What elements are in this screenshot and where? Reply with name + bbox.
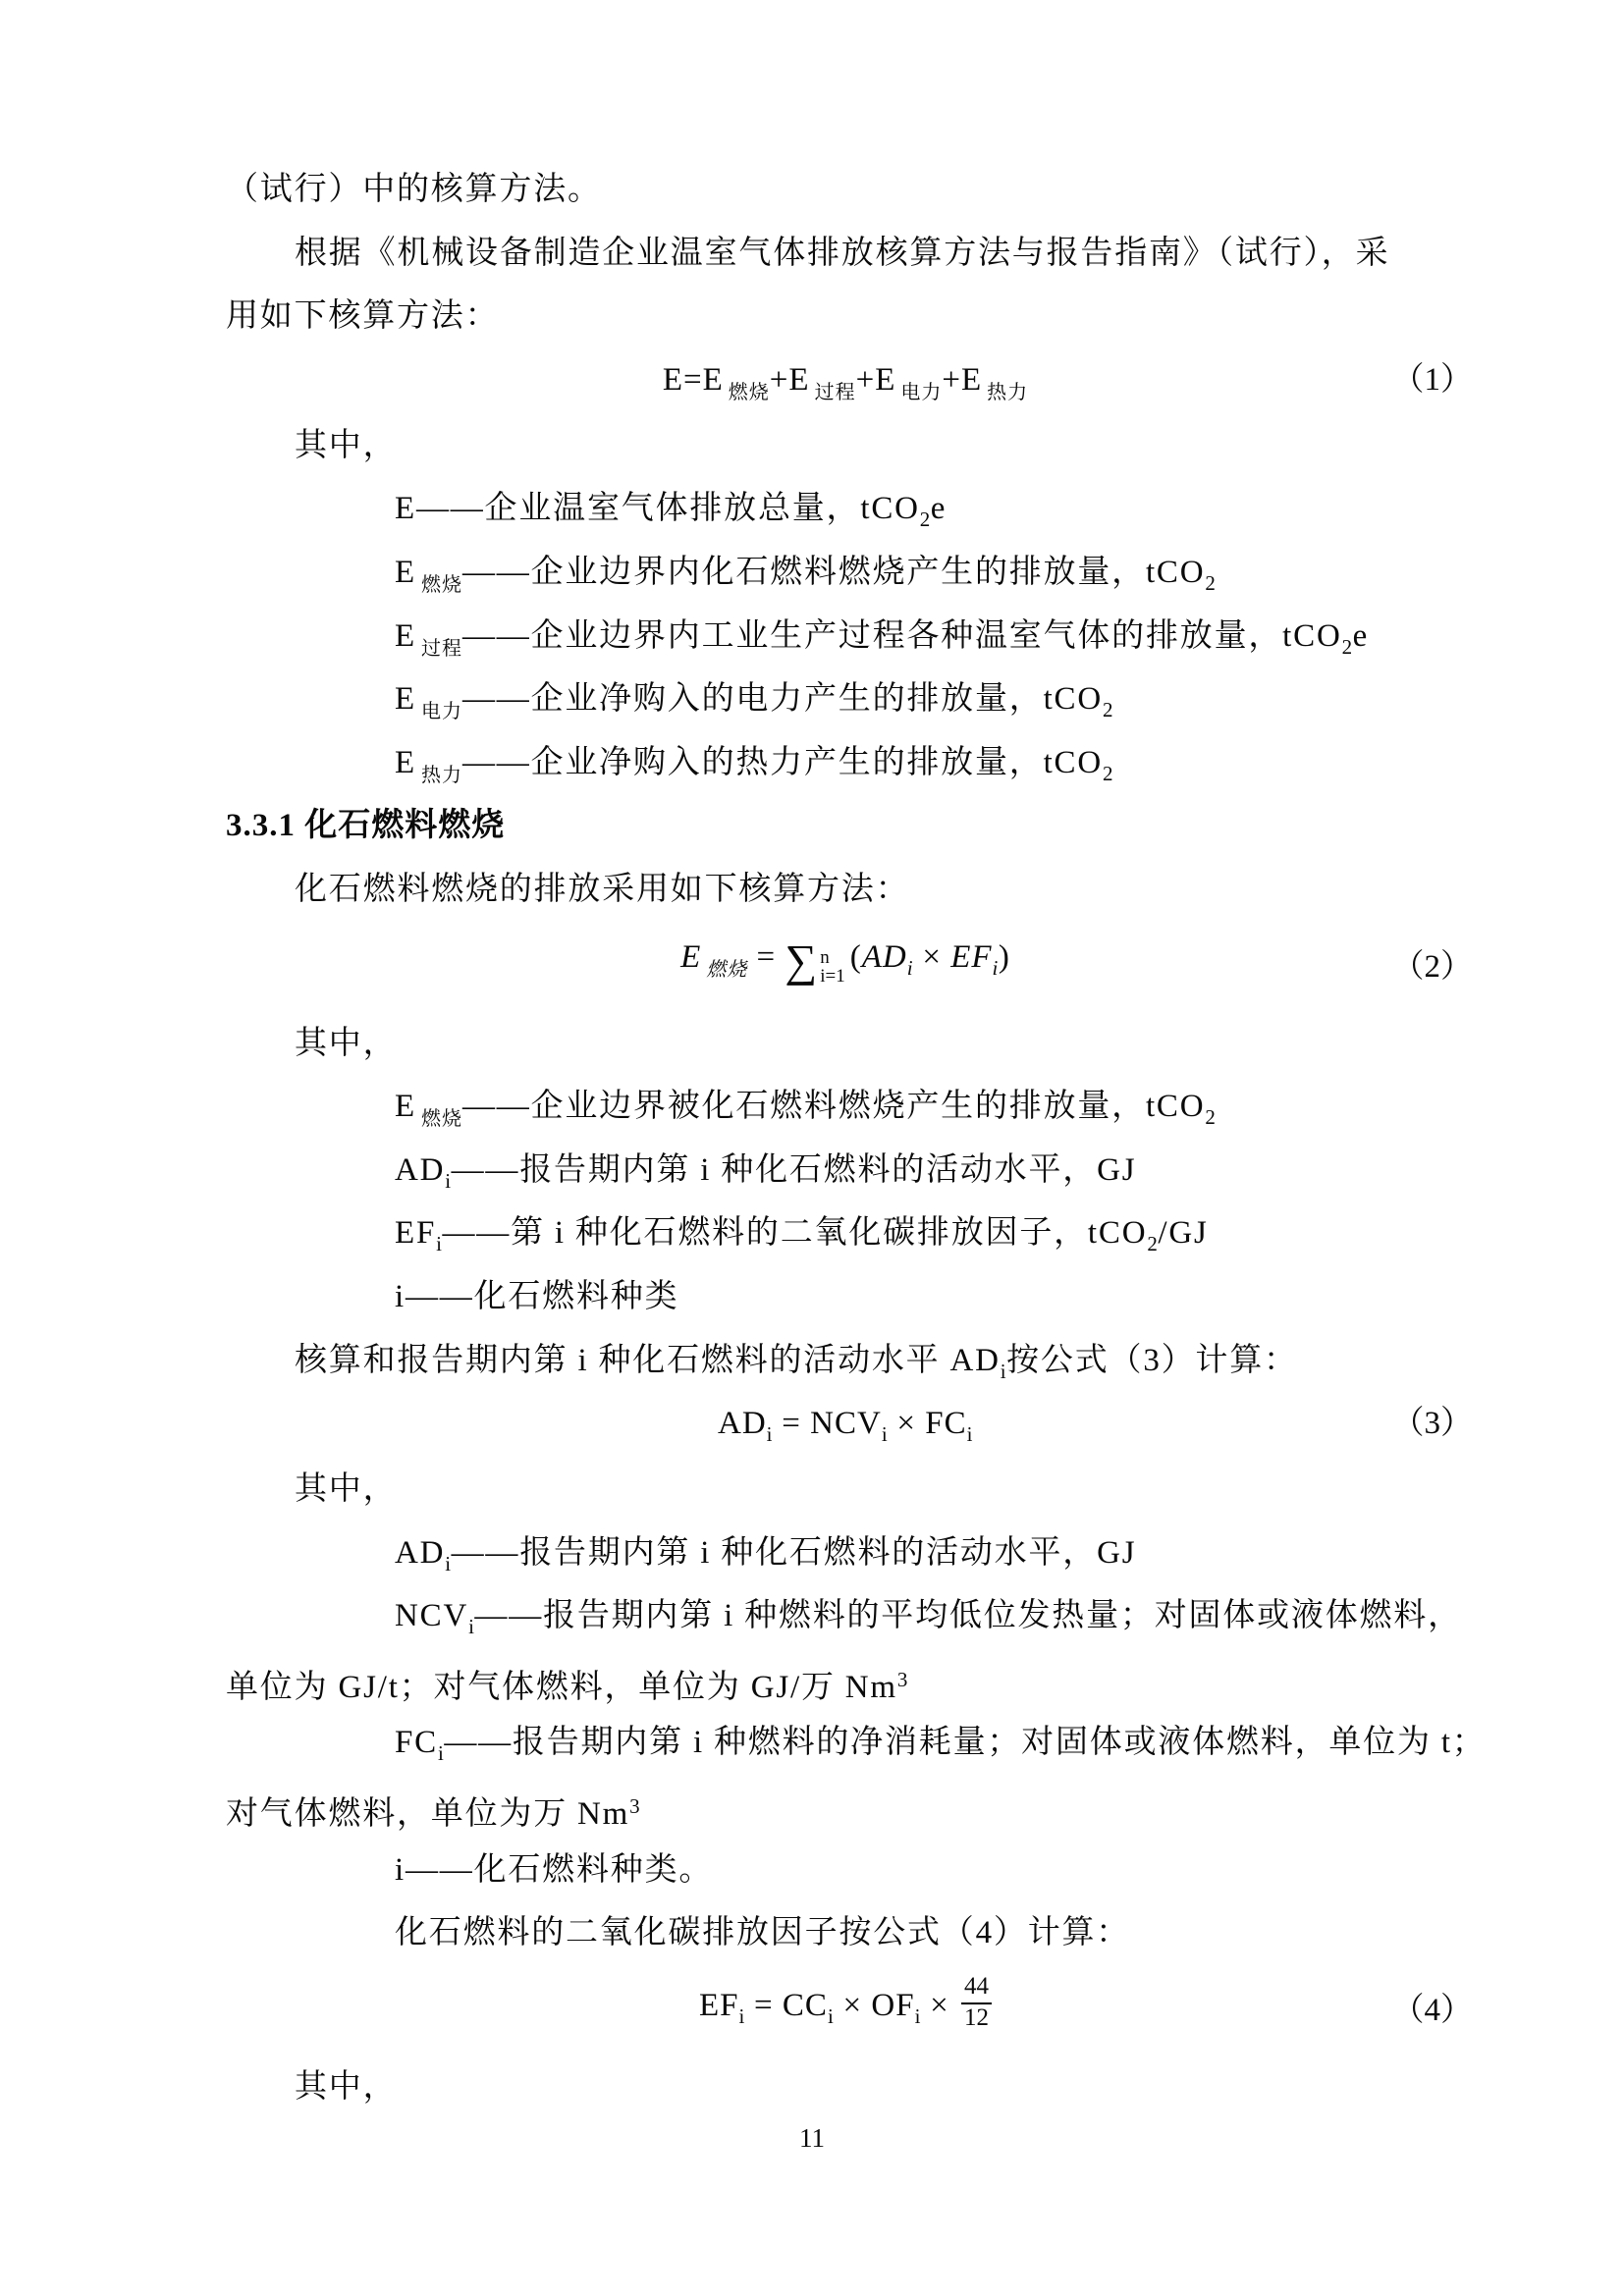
def-E-combustion-2	[226, 1084, 1465, 1148]
equation-4	[226, 1972, 1473, 2064]
para-fossil-method	[226, 867, 1465, 931]
text-segment: 其中，	[295, 1025, 398, 1061]
text-segment: i	[906, 955, 914, 980]
def-i-type-2	[226, 1847, 1465, 1911]
para-method-continuation	[226, 167, 1465, 231]
text-segment: 燃烧	[706, 958, 748, 981]
text-segment: EF	[395, 1215, 437, 1252]
text-segment: 用如下核算方法：	[226, 298, 500, 335]
text-segment: = NCV	[773, 1406, 882, 1442]
text-segment: i	[738, 2003, 745, 2028]
text-segment: 过程	[420, 637, 462, 660]
text-segment: 化石燃料的二氧化碳排放因子按公式（4）计算：	[395, 1915, 1131, 1951]
text-segments	[295, 2069, 397, 2105]
text-segment: ——报告期内第 i 种燃料的净消耗量；对固体或液体燃料，单位为 t；	[444, 1725, 1487, 1761]
text-segment: i——化石燃料种类	[395, 1278, 679, 1314]
text-segment: i	[1000, 1359, 1007, 1383]
text-segment: 3	[629, 1794, 641, 1819]
text-segment: ——企业净购入的电力产生的排放量，tCO	[461, 681, 1103, 718]
equation-3	[226, 1401, 1473, 1467]
text-segment: （试行）中的核算方法。	[226, 172, 602, 207]
def-FCi	[226, 1720, 1487, 1784]
text-segment: i	[914, 2003, 921, 2028]
def-FCi-continuation	[226, 1784, 1465, 1847]
text-segments	[295, 1471, 397, 1507]
para-basis-line2	[226, 294, 1465, 357]
equation-number: （2）	[1391, 948, 1473, 985]
text-segment: ×	[913, 938, 951, 975]
def-NCVi-continuation	[226, 1657, 1465, 1721]
sum-limits: n i=1	[820, 946, 845, 987]
text-segment: NCV	[395, 1598, 469, 1634]
text-segment: 3.3.1 化石燃料燃烧	[226, 808, 506, 844]
text-segment: e	[930, 491, 947, 527]
text-segments	[395, 744, 1113, 786]
text-segments	[395, 1725, 1487, 1766]
def-ADi	[226, 1148, 1465, 1211]
text-segments	[295, 872, 909, 907]
text-segment: E	[395, 681, 416, 718]
text-segment: 核算和报告期内第 i 种化石燃料的活动水平 AD	[295, 1342, 1001, 1378]
text-segment: = CC	[744, 1987, 828, 2023]
text-segment: × FC	[888, 1406, 967, 1442]
text-segment: ——企业边界内工业生产过程各种温室气体的排放量，tCO	[461, 617, 1342, 654]
text-segment: E=E	[662, 361, 724, 398]
text-segments	[663, 357, 1028, 415]
text-segment: AD	[395, 1534, 446, 1571]
text-segment: EF	[698, 1987, 739, 2023]
text-segment: i——化石燃料种类。	[395, 1851, 714, 1888]
def-NCVi	[226, 1593, 1465, 1657]
text-segment: 2	[1205, 1105, 1217, 1130]
para-basis-line1	[226, 231, 1465, 294]
text-segment: E	[395, 554, 416, 590]
text-segment: 其中，	[295, 2068, 398, 2105]
text-segment: /GJ	[1158, 1215, 1209, 1252]
text-segments	[395, 617, 1370, 660]
text-segment: e	[1352, 617, 1370, 654]
text-segment: ——第 i 种化石燃料的二氧化碳排放因子，tCO	[442, 1215, 1148, 1252]
text-segments	[698, 1972, 992, 2039]
text-segments	[395, 491, 947, 532]
text-segment: +E	[942, 361, 983, 398]
text-segment: i	[445, 1168, 452, 1193]
text-segments	[395, 554, 1217, 596]
text-segment: E	[395, 744, 416, 780]
among-label-3	[226, 1467, 1465, 1530]
text-segments	[395, 1598, 1462, 1639]
text-segments	[395, 1534, 1137, 1575]
text-segment: =	[747, 938, 785, 975]
text-segment: 2	[1102, 761, 1113, 785]
def-E-total	[226, 486, 1465, 550]
text-segment: 化石燃料燃烧的排放采用如下核算方法：	[295, 871, 910, 907]
def-E-electricity	[226, 676, 1465, 740]
text-segment: 电力	[900, 381, 943, 403]
text-segment: i	[766, 1422, 774, 1447]
text-segment: i	[468, 1615, 475, 1639]
text-segment: 热力	[987, 381, 1029, 403]
text-segments	[395, 1215, 1209, 1256]
def-E-heat	[226, 740, 1465, 804]
def-E-process	[226, 614, 1465, 677]
text-segment: × OF	[834, 1987, 915, 2023]
text-segment: E	[395, 617, 416, 654]
text-segment: FC	[395, 1725, 438, 1761]
equation-1	[226, 357, 1473, 423]
text-segments	[295, 428, 397, 463]
text-segments	[295, 1026, 397, 1061]
text-segment: (	[849, 938, 862, 975]
def-i-type	[226, 1274, 1465, 1338]
text-segment: i	[437, 1741, 445, 1766]
text-segment: ×	[920, 1987, 959, 2023]
text-segments	[395, 1915, 1130, 1950]
among-label-4	[226, 2064, 1465, 2128]
text-segments	[718, 1401, 973, 1457]
equation-number: （1）	[1391, 361, 1473, 398]
text-segments	[226, 1796, 640, 1832]
text-segments	[226, 298, 499, 334]
text-segments	[395, 1279, 678, 1314]
text-segment: ——报告期内第 i 种化石燃料的活动水平，GJ	[451, 1534, 1137, 1571]
fraction: $\frac{44}{12}$	[961, 1973, 992, 2033]
text-segment: )	[998, 938, 1010, 975]
text-segment: 燃烧	[728, 381, 770, 403]
text-segment: ——报告期内第 i 种燃料的平均低位发热量；对固体或液体燃料，	[474, 1598, 1462, 1634]
equation-2	[226, 931, 1473, 1021]
text-segment: EF	[950, 938, 993, 975]
para-EF-formula-intro	[226, 1910, 1465, 1974]
text-segment: 按公式（3）计算：	[1006, 1342, 1298, 1378]
text-segment: AD	[861, 938, 907, 975]
text-segment: 根据《机械设备制造企业温室气体排放核算方法与报告指南》（试行），采	[295, 235, 1390, 271]
text-segment: +E	[769, 361, 810, 398]
text-segment: 其中，	[295, 1471, 398, 1508]
section-heading-3-3-1	[226, 803, 1465, 867]
text-segments	[395, 681, 1113, 723]
text-segment: i	[992, 955, 999, 980]
text-segment: 燃烧	[420, 1108, 462, 1131]
text-segments	[395, 1089, 1217, 1131]
equation-number: （4）	[1391, 1992, 1473, 2028]
text-segments	[395, 1852, 713, 1888]
document-body	[226, 167, 1487, 2127]
among-label-1	[226, 423, 1465, 487]
equation-number: （3）	[1391, 1406, 1473, 1442]
text-segment: +E	[855, 361, 896, 398]
text-segment: i	[445, 1551, 452, 1575]
text-segment: i	[966, 1422, 973, 1447]
text-segment: ——企业净购入的热力产生的排放量，tCO	[461, 744, 1103, 780]
text-segment: E	[680, 938, 702, 975]
text-segments	[395, 1151, 1137, 1193]
text-segment: 2	[919, 507, 931, 532]
text-segment: E	[395, 1089, 416, 1125]
text-segment: 燃烧	[420, 573, 462, 596]
text-segment: 对气体燃料，单位为万 Nm	[226, 1796, 630, 1833]
def-E-combustion	[226, 550, 1465, 614]
def-ADi-2	[226, 1530, 1465, 1594]
text-segments	[226, 1667, 908, 1705]
text-segment: AD	[718, 1406, 767, 1442]
text-segment: ∑	[785, 934, 818, 986]
text-segment: i	[881, 1422, 889, 1447]
text-segment: 2	[1341, 634, 1353, 659]
text-segment: ——报告期内第 i 种化石燃料的活动水平，GJ	[451, 1151, 1137, 1188]
text-segments	[295, 236, 1389, 271]
def-EFi	[226, 1210, 1465, 1274]
among-label-2	[226, 1021, 1465, 1085]
text-segments	[226, 172, 602, 207]
text-segment: 3	[896, 1667, 908, 1691]
text-segment: i	[436, 1232, 443, 1256]
text-segment: 过程	[814, 381, 856, 403]
text-segment: AD	[395, 1151, 446, 1188]
text-segments	[680, 934, 1010, 992]
text-segment: i	[827, 2003, 835, 2028]
text-segment: 2	[1147, 1232, 1159, 1256]
text-segments	[295, 1342, 1298, 1383]
text-segment: 2	[1205, 570, 1217, 595]
text-segment: 单位为 GJ/t；对气体燃料，单位为 GJ/万 Nm	[226, 1669, 897, 1705]
text-segment: 2	[1102, 698, 1113, 722]
para-AD-formula-intro	[226, 1338, 1465, 1402]
text-segment: ——企业边界被化石燃料燃烧产生的排放量，tCO	[461, 1089, 1206, 1125]
page-number: 11	[799, 2123, 825, 2153]
text-segment: ——企业边界内化石燃料燃烧产生的排放量，tCO	[461, 554, 1206, 590]
text-segment: 热力	[420, 764, 462, 786]
text-segments	[226, 808, 505, 843]
text-segment: 电力	[420, 701, 462, 723]
text-segment: 其中，	[295, 427, 398, 463]
text-segment: E——企业温室气体排放总量，tCO	[395, 491, 920, 527]
